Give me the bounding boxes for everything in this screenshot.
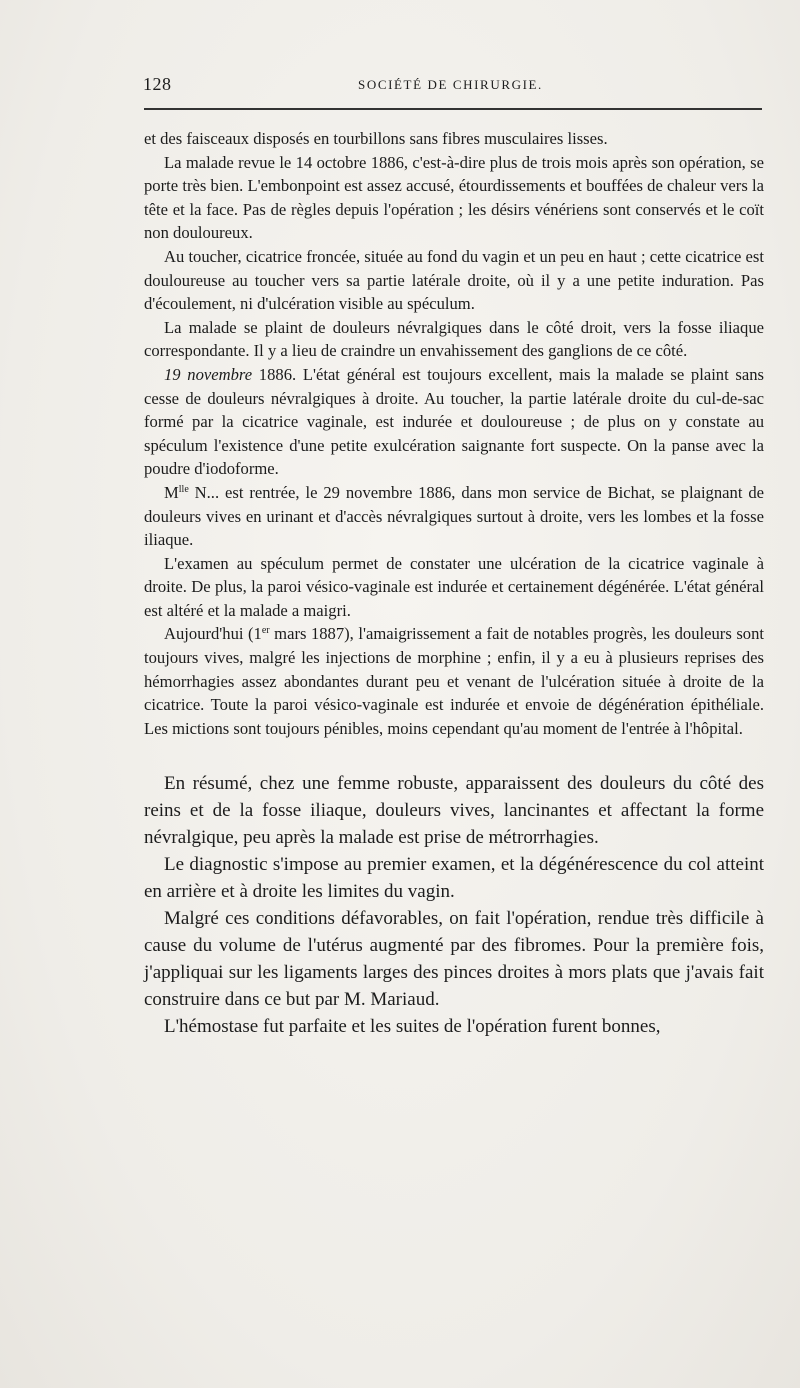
header-rule: [144, 108, 762, 110]
paragraph: $M^{lle}$ N... est rentrée, le 29 novembre 1886, dans mon service de Bichat, se plaignant de douleurs vives en urinant et d'accès névralgiques surtout à droite, vers les lombes et la fosse iliaque.: [144, 482, 764, 550]
paragraph: Au toucher, cicatrice froncée, située au fond du vagin et un peu en haut ; cette cicatrice est douloureuse au toucher vers sa partie latérale droite, où il y a une petite induration. Pas d'écoulement, ni d'ulcération visible au spéculum.: [144, 246, 764, 314]
page-number: 128: [143, 74, 172, 94]
summary-paragraph: Malgré ces conditions défavorables, on fait l'opération, rendue très difficile à cause du volume de l'utérus augmenté par des fibromes. Pour la première fois, j'appliquai sur les ligaments larges des pinces droites à mors plats que j'avais fait construire dans ce but par M. Mariaud.: [144, 908, 764, 1011]
date-italic: 19 novembre: [164, 364, 253, 384]
title-abbrev: M: [164, 482, 179, 502]
article-body: [144, 127, 764, 1040]
paragraph: La malade revue le 14 octobre 1886, c'est-à-dire plus de trois mois après son opération, se porte très bien. L'embonpoint est assez accusé, étourdissements et bouffées de chaleur vers la tête et la face. Pas de règles depuis l'opération ; les désirs vénériens sont conservés et le coït non douloureux.: [144, 152, 764, 243]
paragraph: L'examen au spéculum permet de constater une ulcération de la cicatrice vaginale à droite. De plus, la paroi vésico-vaginale est indurée et certainement dégénérée. L'état général est altéré et la malade a maigri.: [144, 553, 764, 620]
case-notes: [144, 127, 764, 740]
running-head: [143, 74, 765, 100]
summary-paragraph: L'hémostase fut parfaite et les suites de l'opération furent bonnes,: [164, 1016, 661, 1038]
journal-title: SOCIÉTÉ DE CHIRURGIE.: [358, 77, 543, 92]
ordinal-superscript: er: [261, 625, 270, 637]
summary-paragraph: En résumé, chez une femme robuste, apparaissent des douleurs du côté des reins et de la fosse iliaque, douleurs vives, lancinantes et affectant la forme névralgique, peu après la malade est prise de métrorrhagies.: [144, 773, 764, 849]
summary: [144, 770, 764, 1040]
paragraph: et des faisceaux disposés en tourbillons sans fibres musculaires lisses.: [144, 129, 608, 148]
paragraph: La malade se plaint de douleurs névralgiques dans le côté droit, vers la fosse iliaque correspondante. Il y a lieu de craindre un envahissement des ganglions de ce côté.: [144, 317, 764, 361]
title-superscript: lle: [178, 483, 189, 495]
paragraph: Aujourd'hui (1er mars 1887), l'amaigrissement a fait de notables progrès, les douleurs sont toujours vives, malgré les injections de morphine ; enfin, il y a eu à plusieurs reprises des hémorrhagies assez abondantes durant peu et venant de l'ulcération située à droite de la cicatrice. Toute la paroi vésico-vaginale est indurée et envoie de dégénération épithéliale. Les mictions sont toujours pénibles, moins cependant qu'au moment de l'entrée à l'hôpital.: [144, 624, 764, 738]
paragraph: 19 novembre 1886. L'état général est toujours excellent, mais la malade se plaint sans cesse de douleurs névralgiques à droite. Au toucher, la partie latérale droite du cul-de-sac formé par la cicatrice vaginale, est indurée et douloureuse ; de plus on y constate au spéculum l'existence d'une petite exulcération saignante fort suspecte. On la panse avec la poudre d'iodoforme.: [144, 364, 764, 479]
summary-paragraph: Le diagnostic s'impose au premier examen, et la dégénérescence du col atteint en arrière et à droite les limites du vagin.: [144, 854, 764, 903]
